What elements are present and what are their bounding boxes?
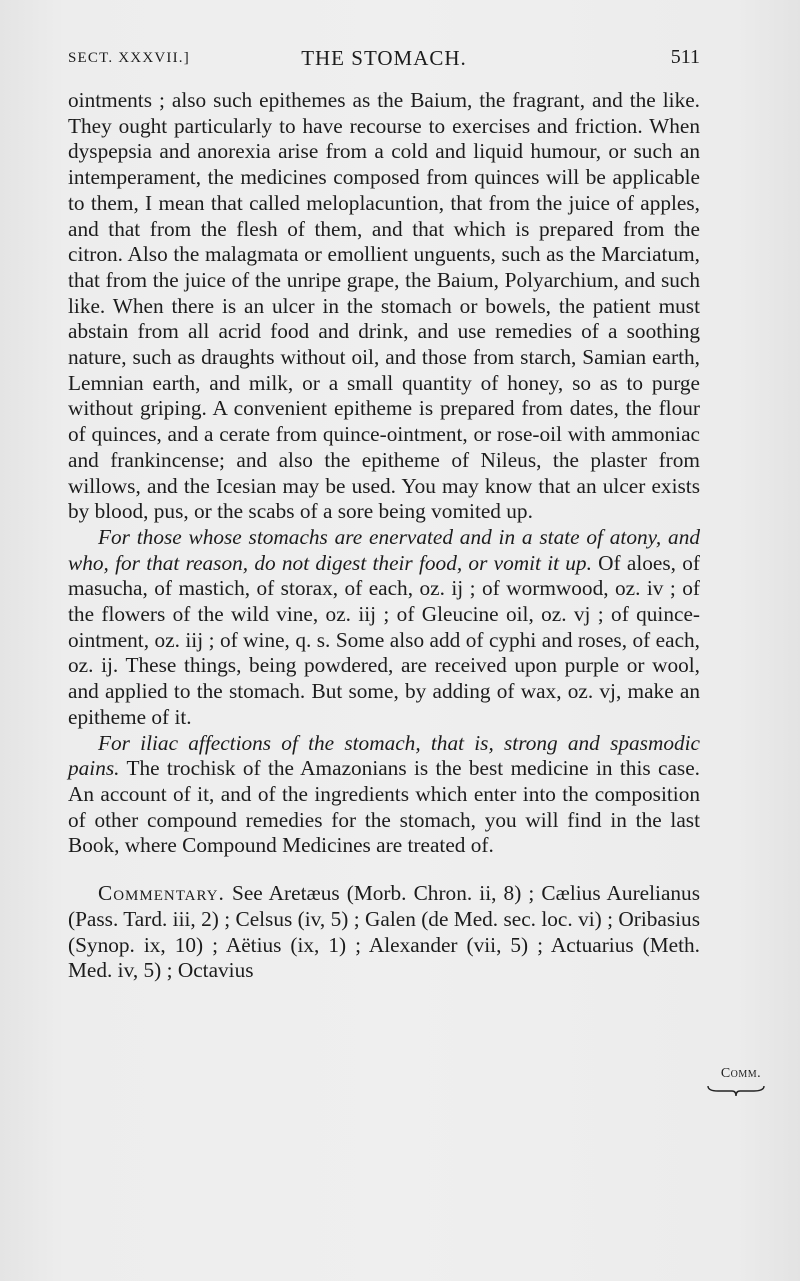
prescription-iliac-title: For iliac affections of the stomach, that is, strong and spasmodic pains. <box>68 730 700 781</box>
commentary-label: Commentary. <box>98 881 225 906</box>
margin-brace-icon <box>706 1084 766 1098</box>
prescription-iliac <box>68 731 700 860</box>
prescription-atony-body: Of aloes, of masucha, of mastich, of storax, of each, oz. ij ; of wormwood, oz. iv ; of the flowers of the wild vine, oz. iij ; of Gleucine oil, oz. vj ; of quince-ointment, oz. iij ; of wine, q. s. Some also add of cyphi and roses, of each, oz. ij. These things, being powdered, are received upon purple or wool, and applied to the stomach. But some, by adding of wax, oz. vj, make an epitheme of it. <box>68 550 700 729</box>
running-header <box>68 44 700 74</box>
commentary-paragraph <box>68 881 700 984</box>
prescription-atony <box>68 525 700 731</box>
body-text <box>68 88 700 984</box>
section-label: SECT. XXXVII.] <box>68 50 190 66</box>
paragraph-continuation: ointments ; also such epithemes as the Baium, the fragrant, and the like. They ought particularly to have recourse to exercises and friction. When dyspepsia and anorexia arise from a cold and liquid humour, or such an intemperament, the medicines composed from quinces will be applicable to them, I mean that called meloplacuntion, that from the juice of apples, and that from the flesh of them, and that which is prepared from the citron. Also the malagmata or emollient unguents, such as the Marciatum, that from the juice of the unripe grape, the Baium, Polyarchium, and such like. When there is an ulcer in the stomach or bowels, the patient must abstain from all acrid food and drink, and use remedies of a soothing nature, such as draughts without oil, and those from starch, Samian earth, Lemnian earth, and milk, or a small quantity of honey, so as to purge without griping. A convenient epitheme is prepared from dates, the flour of quinces, and a cerate from quince-ointment, or rose-oil with ammoniac and frankincense; and also the epitheme of Nileus, the plaster from willows, and the Icesian may be used. You may know that an ulcer exists by blood, pus, or the scabs of a sore being vomited up. <box>68 88 700 524</box>
margin-note-comm: Comm. <box>720 1066 762 1081</box>
prescription-iliac-body: The trochisk of the Amazonians is the best medicine in this case. An account of it, and of the ingredients which enter into the composition of other compound remedies for the stomach, you will find in the last Book, where Compound Medicines are treated of. <box>68 756 700 858</box>
page-title: THE STOMACH. <box>301 46 467 70</box>
commentary-text: See Aretæus (Morb. Chron. ii, 8) ; Cælius Aurelianus (Pass. Tard. iii, 2) ; Celsus (iv, 5) ; Galen (de Med. sec. loc. vi) ; Oribasius (Synop. ix, 10) ; Aëtius (ix, 1) ; Alexander (vii, 5) ; Actuarius (Meth. Med. iv, 5) ; Octavius <box>68 881 700 983</box>
prescription-atony-title: For those whose stomachs are enervated and in a state of atony, and who, for that reason, do not digest their food, or vomit it up. <box>68 524 700 575</box>
page-number: 511 <box>670 46 700 68</box>
